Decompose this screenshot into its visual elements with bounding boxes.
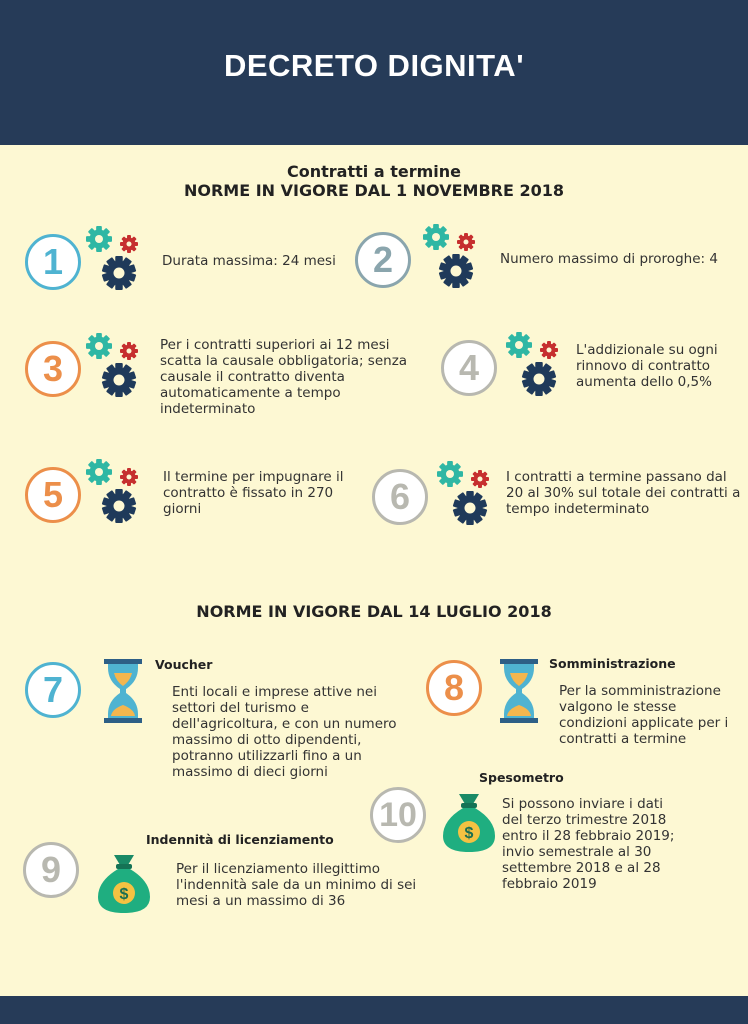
number-badge-9: 9: [23, 842, 79, 898]
hourglass-icon: [102, 659, 144, 727]
number-badge-4: 4: [441, 340, 497, 396]
number-badge-5: 5: [25, 467, 81, 523]
section1-subtitle: Contratti a termine: [287, 162, 461, 181]
number-badge-7: 7: [25, 662, 81, 718]
item-10-text: Si possono inviare i dati del terzo trimestre 2018 entro il 28 febbraio 2019; invio semestrale al 30 settembre 2018 e al 28 febbraio 2019: [502, 796, 675, 892]
section1-title: NORME IN VIGORE DAL 1 NOVEMBRE 2018: [183, 181, 564, 200]
item-1-text: Durata massima: 24 mesi: [162, 253, 336, 269]
svg-text:$: $: [119, 886, 129, 903]
gears-icon: [422, 224, 482, 289]
item-9-text: Per il licenziamento illegittimo l'indennità sale da un minimo di sei mesi a un massimo di 36: [176, 861, 417, 909]
money-bag-icon: [94, 851, 154, 919]
item-7-text: Enti locali e imprese attive nei settori del turismo e dell'agricoltura, e con un numero massimo di otto dipendenti, potranno utilizzarli fino a un massimo di dieci giorni: [172, 684, 397, 780]
item-3-text: Per i contratti superiori ai 12 mesi scatta la causale obbligatoria; senza causale il contratto diventa automaticamente a tempo indeterminato: [160, 337, 408, 417]
gears-icon: [85, 459, 145, 524]
hourglass-icon: [498, 659, 540, 727]
item-6-text: I contratti a termine passano dal 20 al 30% sul totale dei contratti a tempo indeterminato: [506, 469, 741, 517]
item-9-label: Indennità di licenziamento: [146, 832, 334, 847]
item-7-label: Voucher: [155, 657, 213, 672]
number-badge-10: 10: [370, 787, 426, 843]
footer-bar: [0, 996, 748, 1024]
money-bag-icon: [439, 790, 499, 858]
gears-icon: [85, 333, 145, 398]
item-2-text: Numero massimo di proroghe: 4: [500, 251, 718, 267]
number-badge-3: 3: [25, 341, 81, 397]
svg-text:$: $: [464, 825, 474, 842]
page-title: DECRETO DIGNITA': [223, 48, 525, 83]
number-badge-8: 8: [426, 660, 482, 716]
number-badge-6: 6: [372, 469, 428, 525]
number-badge-2: 2: [355, 232, 411, 288]
item-8-label: Somministrazione: [549, 656, 676, 671]
header-banner: [0, 0, 748, 145]
item-8-text: Per la somministrazione valgono le stesse condizioni applicate per i contratti a termine: [559, 683, 729, 747]
item-4-text: L'addizionale su ogni rinnovo di contratto aumenta dello 0,5%: [576, 342, 718, 390]
number-badge-1: 1: [25, 234, 81, 290]
gears-icon: [436, 461, 496, 526]
gears-icon: [85, 226, 145, 291]
item-5-text: Il termine per impugnare il contratto è fissato in 270 giorni: [163, 469, 344, 517]
gears-icon: [505, 332, 565, 397]
item-10-label: Spesometro: [479, 770, 564, 785]
section2-title: NORME IN VIGORE DAL 14 LUGLIO 2018: [196, 602, 552, 621]
